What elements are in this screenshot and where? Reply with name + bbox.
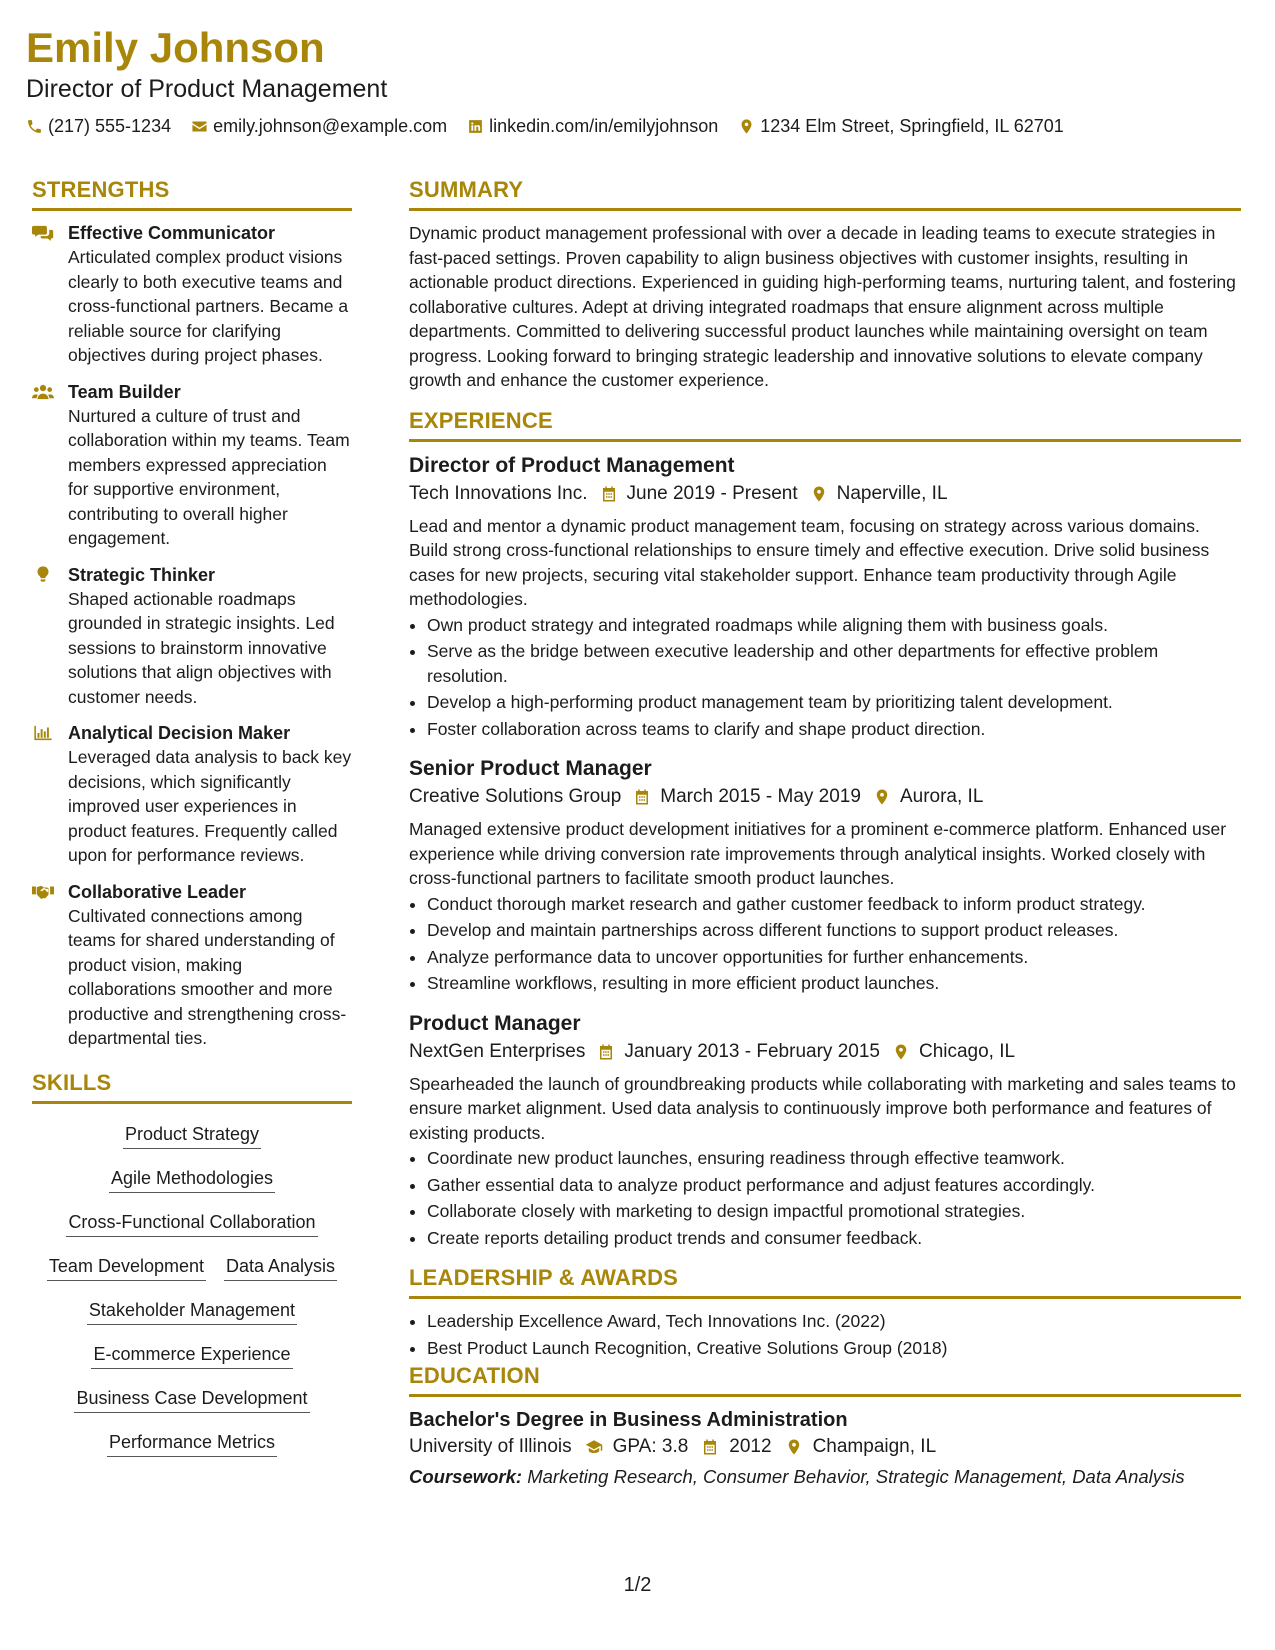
resume-header (26, 22, 1246, 138)
education-heading: EDUCATION (409, 1362, 1241, 1397)
list-item: • Streamline workflows, resulting in more efficient product launches. (427, 971, 1241, 996)
skill-tag: Team Development (47, 1254, 206, 1281)
list-item: • Coordinate new product launches, ensuring readiness through effective teamwork. (427, 1146, 1241, 1171)
job-title: Product Manager (409, 1011, 581, 1035)
graduation-year: 2012 (729, 1436, 772, 1457)
job-location: Naperville, IL (836, 482, 948, 504)
gpa-text: GPA: 3.8 (612, 1436, 689, 1457)
calendar-icon (700, 1438, 720, 1456)
strength-title: Collaborative Leader (68, 881, 247, 902)
job-location: Aurora, IL (899, 786, 984, 807)
list-item: • Leadership Excellence Award, Tech Innovations Inc. (2022) (427, 1309, 1241, 1334)
contact-bar (26, 114, 1246, 138)
users-icon (32, 383, 54, 401)
map-pin-icon (810, 485, 828, 503)
summary-text: Dynamic product management professional with over a decade in leading teams to execute strategies in fast-paced settings. Proven capability to align business objectives with customer insights, resulting in actionable product directions. Experienced in guiding high-performing teams, nurturing talent, and fostering collaborative cultures. Adept at driving integrated roadmaps that ensure alignment across multiple departments. Committed to delivering successful product launches while maintaining oversight on team progress. Looking forward to bringing strategic leadership and innovative solutions to elevate company growth and enhance the customer experience. (409, 223, 1236, 390)
map-pin-icon (738, 118, 755, 135)
map-pin-icon (892, 1043, 910, 1061)
list-item: • Create reports detailing product trends and consumer feedback. (427, 1226, 1241, 1251)
contact-email[interactable] (191, 114, 447, 138)
strengths-heading: STRENGTHS (32, 176, 352, 211)
bar-chart-icon (32, 724, 54, 742)
linkedin-text: linkedin.com/in/emilyjohnson (489, 116, 719, 136)
skill-tag: E-commerce Experience (91, 1342, 292, 1369)
address-text: 1234 Elm Street, Springfield, IL 62701 (760, 116, 1064, 136)
phone-text: (217) 555-1234 (48, 116, 172, 136)
page-number: 1/2 (623, 1574, 652, 1596)
list-item: • Conduct thorough market research and gather customer feedback to inform product strategy. (427, 892, 1241, 917)
job-dates: March 2015 - May 2019 (660, 786, 861, 807)
job-dates: June 2019 - Present (626, 482, 798, 504)
job-entry (409, 1010, 1241, 1251)
skill-tag: Cross-Functional Collaboration (66, 1210, 317, 1237)
skills-heading: SKILLS (32, 1069, 352, 1104)
strength-title: Effective Communicator (68, 223, 276, 243)
list-item: • Gather essential data to analyze product performance and adjust features accordingly. (427, 1173, 1241, 1198)
list-item: • Own product strategy and integrated roadmaps while aligning them with business goals. (427, 613, 1241, 638)
summary-heading: SUMMARY (409, 176, 1241, 211)
coursework-list: Marketing Research, Consumer Behavior, Strategic Management, Data Analysis (527, 1466, 1185, 1487)
coursework-label: Coursework: (409, 1466, 523, 1487)
list-item: • Analyze performance data to uncover opportunities for further enhancements. (427, 945, 1241, 970)
skill-tag: Stakeholder Management (87, 1298, 297, 1325)
left-column (32, 176, 352, 1457)
job-entry (409, 452, 1241, 742)
job-bullets (409, 613, 1241, 742)
calendar-icon (597, 1043, 615, 1061)
list-item: • Best Product Launch Recognition, Creative Solutions Group (2018) (427, 1336, 1241, 1361)
job-description: Spearheaded the launch of groundbreaking products while collaborating with marketing and sales teams to ensure market alignment. Used data analysis to continuously improve both performance and features of existing products. (409, 1073, 1236, 1143)
strength-item (32, 563, 352, 710)
calendar-icon (633, 788, 651, 806)
calendar-icon (600, 485, 618, 503)
experience-heading: EXPERIENCE (409, 407, 1241, 442)
strength-item (32, 721, 352, 868)
job-title: Director of Product Management (409, 453, 735, 477)
strength-item (32, 880, 352, 1051)
list-item: • Foster collaboration across teams to clarify and shape product direction. (427, 717, 1241, 742)
job-dates: January 2013 - February 2015 (624, 1040, 880, 1062)
lightbulb-icon (32, 566, 54, 584)
right-column (409, 176, 1241, 1490)
job-company: Creative Solutions Group (409, 786, 622, 807)
coursework (409, 1465, 1241, 1490)
comments-icon (32, 224, 54, 242)
awards-heading: LEADERSHIP & AWARDS (409, 1264, 1241, 1299)
job-bullets (409, 892, 1241, 996)
contact-phone[interactable] (26, 114, 171, 138)
strength-item (32, 380, 352, 551)
contact-linkedin[interactable] (467, 114, 718, 138)
degree-title: Bachelor's Degree in Business Administration (409, 1409, 848, 1431)
job-location: Chicago, IL (918, 1040, 1016, 1062)
job-description: Managed extensive product development initiatives for a prominent e-commerce platform. Enhanced user experience while driving conversion rate improvements through analytical insights. Worked closely with cross-functional partners to facilitate smooth product launches. (409, 819, 1227, 888)
skill-tag: Product Strategy (123, 1122, 261, 1149)
list-item: • Develop a high-performing product management team by prioritizing talent development. (427, 690, 1241, 715)
strength-title: Analytical Decision Maker (68, 723, 291, 743)
skill-tag: Business Case Development (74, 1386, 309, 1413)
email-text: emily.johnson@example.com (213, 116, 448, 136)
strength-title: Strategic Thinker (68, 564, 216, 585)
strength-desc: Leveraged data analysis to back key decisions, which significantly improved user experiences in product features. Frequently called upon for performance reviews. (68, 747, 352, 865)
graduation-cap-icon (584, 1438, 604, 1456)
education-meta (409, 1433, 1241, 1461)
skill-tag: Data Analysis (224, 1254, 337, 1281)
candidate-name: Emily Johnson (26, 24, 325, 71)
job-company: Tech Innovations Inc. (409, 482, 588, 504)
awards-list (409, 1309, 1241, 1360)
job-meta (409, 480, 1241, 508)
map-pin-icon (873, 788, 891, 806)
map-pin-icon (784, 1438, 804, 1456)
envelope-icon (191, 118, 208, 135)
job-title: Senior Product Manager (409, 757, 652, 780)
skill-tag: Agile Methodologies (109, 1166, 275, 1193)
contact-address (738, 114, 1064, 138)
skill-tag: Performance Metrics (107, 1430, 277, 1457)
skills-list (32, 1118, 352, 1457)
candidate-role: Director of Product Management (26, 75, 388, 103)
list-item: • Collaborate closely with marketing to design impactful promotional strategies. (427, 1199, 1241, 1224)
school-name: University of Illinois (409, 1436, 572, 1457)
job-description: Lead and mentor a dynamic product management team, focusing on strategy across various domains. Build strong cross-functional relationships to ensure timely and effective execution. Drive solid business cases for new projects, securing vital stakeholder support. Enhance team productivity through Agile methodologies. (409, 515, 1210, 609)
phone-icon (26, 118, 43, 135)
strength-item (32, 221, 352, 368)
strength-desc: Cultivated connections among teams for shared understanding of product vision, making collaborations smoother and more productive and strengthening cross-departmental ties. (68, 905, 347, 1048)
job-entry (409, 755, 1241, 996)
handshake-icon (32, 883, 54, 901)
job-meta (409, 783, 1241, 811)
strength-desc: Shaped actionable roadmaps grounded in strategic insights. Led sessions to brainstorm innovative solutions that align objectives with customer needs. (68, 588, 335, 707)
school-location: Champaign, IL (812, 1436, 937, 1457)
list-item: • Serve as the bridge between executive leadership and other departments for effective problem resolution. (427, 639, 1241, 688)
strength-desc: Articulated complex product visions clearly to both executive teams and cross-functional partners. Became a reliable source for clarifying objectives during project phases. (68, 247, 349, 365)
job-meta (409, 1038, 1241, 1066)
strength-desc: Nurtured a culture of trust and collaboration within my teams. Team members expressed appreciation for supportive environment, contributing to overall higher engagement. (68, 405, 350, 548)
strength-title: Team Builder (68, 381, 181, 402)
job-bullets (409, 1146, 1241, 1250)
list-item: • Develop and maintain partnerships across different functions to support product releases. (427, 918, 1241, 943)
linkedin-icon (467, 118, 484, 135)
job-company: NextGen Enterprises (409, 1040, 586, 1062)
